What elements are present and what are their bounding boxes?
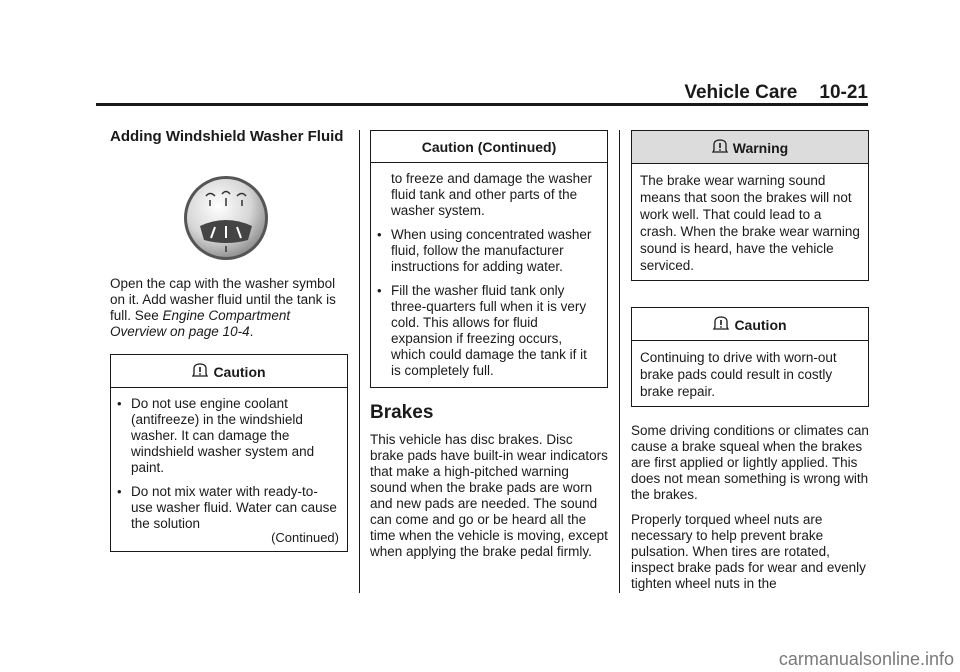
watermark: carmanualsonline.info xyxy=(778,649,954,669)
continued-label: (Continued) xyxy=(271,530,339,545)
column-1 xyxy=(110,128,348,552)
caution-box xyxy=(110,354,348,552)
caution-list xyxy=(371,227,599,379)
wheel-nuts-paragraph: Properly torqued wheel nuts are necessary to help prevent brake pulsation. When tires are rotated, inspect brake pads for wear and evenly tighten wheel nuts in the xyxy=(631,512,866,591)
column-2 xyxy=(370,128,608,569)
washer-fluid-icon xyxy=(182,174,270,262)
list-item: • When using concentrated washer fluid, follow the manufacturer instructions for adding water. xyxy=(371,227,599,275)
warning-box xyxy=(631,130,869,281)
page-number: 10-21 xyxy=(819,82,868,103)
alert-icon xyxy=(192,363,208,380)
brakes-paragraph: This vehicle has disc brakes. Disc brake pads have built-in wear indicators that make a high-pitched warning sound when the brake pads are worn and new pads are needed. The sound can come and go or be heard all the time when the vehicle is moving, except when applying the brake pedal firmly. xyxy=(370,432,608,559)
column-divider xyxy=(359,130,360,593)
caution-body: Continuing to drive with worn-out brake pads could result in costly brake repair. xyxy=(640,350,837,399)
caution-continued-header: Caution (Continued) xyxy=(371,131,607,163)
cross-reference-link[interactable]: Engine Compartment Overview on page 10-4 xyxy=(110,308,291,339)
washer-paragraph: Open the cap with the washer symbol on it. Add washer fluid until the tank is full. See Engine Compartment Overview on page 10-4. xyxy=(110,276,336,339)
caution-header: Caution xyxy=(111,355,347,388)
header-rule xyxy=(96,103,868,106)
caution-header: Caution xyxy=(632,308,868,341)
subheading: Adding Windshield Washer Fluid xyxy=(110,128,344,145)
list-item: • Fill the washer fluid tank only three-quarters full when it is very cold. This allows for fluid expansion if freezing occurs, which could damage the tank if it is completely full. xyxy=(371,283,599,379)
warning-header: Warning xyxy=(632,131,868,164)
caution-body xyxy=(111,388,347,551)
column-3 xyxy=(631,128,869,601)
section-heading-brakes: Brakes xyxy=(370,402,434,423)
section-title: Vehicle Care xyxy=(684,82,798,103)
caution-box xyxy=(631,307,869,407)
column-divider xyxy=(619,130,620,593)
alert-icon xyxy=(712,139,728,156)
caution-continued-body xyxy=(371,163,607,387)
continued-text: to freeze and damage the washer fluid tank and other parts of the washer system. xyxy=(391,171,593,218)
list-item: • Do not mix water with ready-to-use washer fluid. Water can cause the solution xyxy=(111,484,339,532)
brake-squeal-paragraph: Some driving conditions or climates can cause a brake squeal when the brakes are first applied or lightly applied. This does not mean something is wrong with the brakes. xyxy=(631,423,869,502)
warning-body: The brake wear warning sound means that soon the brakes will not work well. That could lead to a crash. When the brake wear warning sound is heard, have the vehicle serviced. xyxy=(640,173,860,273)
caution-list xyxy=(111,396,339,532)
caution-continued-box xyxy=(370,130,608,388)
page-header xyxy=(96,82,868,104)
list-item: • Do not use engine coolant (antifreeze) in the windshield washer. It can damage the windshield washer system and paint. xyxy=(111,396,339,476)
alert-icon xyxy=(713,316,729,333)
